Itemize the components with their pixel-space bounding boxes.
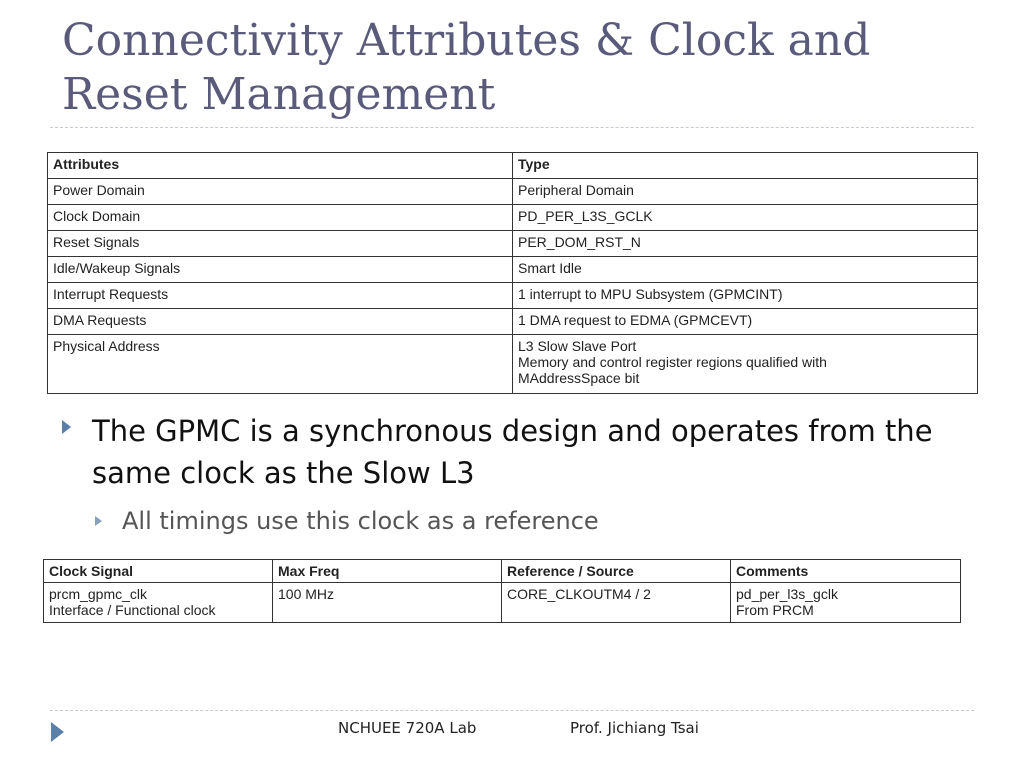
attribute-cell: Clock Domain (48, 205, 513, 231)
type-line: Memory and control register regions qualified with (518, 354, 827, 370)
comment-line: pd_per_l3s_gclk (736, 586, 838, 602)
type-cell (513, 335, 978, 394)
reference-cell: CORE_CLKOUTM4 / 2 (502, 583, 731, 623)
header-max-freq: Max Freq (273, 560, 502, 583)
type-cell: 1 interrupt to MPU Subsystem (GPMCINT) (513, 283, 978, 309)
attribute-cell: Interrupt Requests (48, 283, 513, 309)
header-clock-signal: Clock Signal (44, 560, 273, 583)
next-arrow-icon (51, 722, 64, 742)
type-cell: Peripheral Domain (513, 179, 978, 205)
attribute-cell: Idle/Wakeup Signals (48, 257, 513, 283)
table-row (48, 335, 978, 394)
type-cell: PER_DOM_RST_N (513, 231, 978, 257)
comment-line: From PRCM (736, 602, 814, 618)
attributes-table (47, 152, 978, 394)
header-comments: Comments (731, 560, 961, 583)
slide-title (62, 14, 962, 122)
type-line: L3 Slow Slave Port (518, 338, 637, 354)
type-line: MAddressSpace bit (518, 370, 640, 386)
slide-title-line-1: Connectivity Attributes & Clock and (62, 15, 871, 66)
type-cell: Smart Idle (513, 257, 978, 283)
table-row (48, 179, 978, 205)
type-cell: PD_PER_L3S_GCLK (513, 205, 978, 231)
attribute-cell: DMA Requests (48, 309, 513, 335)
table-row (48, 283, 978, 309)
footer-divider (50, 710, 974, 711)
clock-signal-cell (44, 583, 273, 623)
table-row (48, 257, 978, 283)
sub-bullet-arrow-icon (95, 516, 102, 526)
table-row (48, 231, 978, 257)
clock-table (43, 559, 961, 623)
type-cell: 1 DMA request to EDMA (GPMCEVT) (513, 309, 978, 335)
bullet-arrow-icon (62, 420, 71, 434)
footer-lab: NCHUEE 720A Lab (338, 719, 477, 737)
max-freq-cell: 100 MHz (273, 583, 502, 623)
table-header-row (44, 560, 961, 583)
attribute-cell: Reset Signals (48, 231, 513, 257)
clock-signal-line: Interface / Functional clock (49, 602, 216, 618)
header-attributes: Attributes (48, 153, 513, 179)
footer-professor: Prof. Jichiang Tsai (570, 719, 699, 737)
attribute-cell: Physical Address (48, 335, 513, 394)
table-row (48, 205, 978, 231)
slide-title-line-2: Reset Management (62, 69, 496, 120)
clock-signal-line: prcm_gpmc_clk (49, 586, 148, 602)
attribute-cell: Power Domain (48, 179, 513, 205)
comments-cell (731, 583, 961, 623)
main-bullet-text: The GPMC is a synchronous design and operates from the same clock as the Slow L3 (92, 414, 933, 490)
table-row (44, 583, 961, 623)
sub-bullet-text: All timings use this clock as a reference (122, 507, 599, 535)
title-divider (50, 127, 974, 128)
header-reference-source: Reference / Source (502, 560, 731, 583)
table-header-row (48, 153, 978, 179)
table-row (48, 309, 978, 335)
header-type: Type (513, 153, 978, 179)
